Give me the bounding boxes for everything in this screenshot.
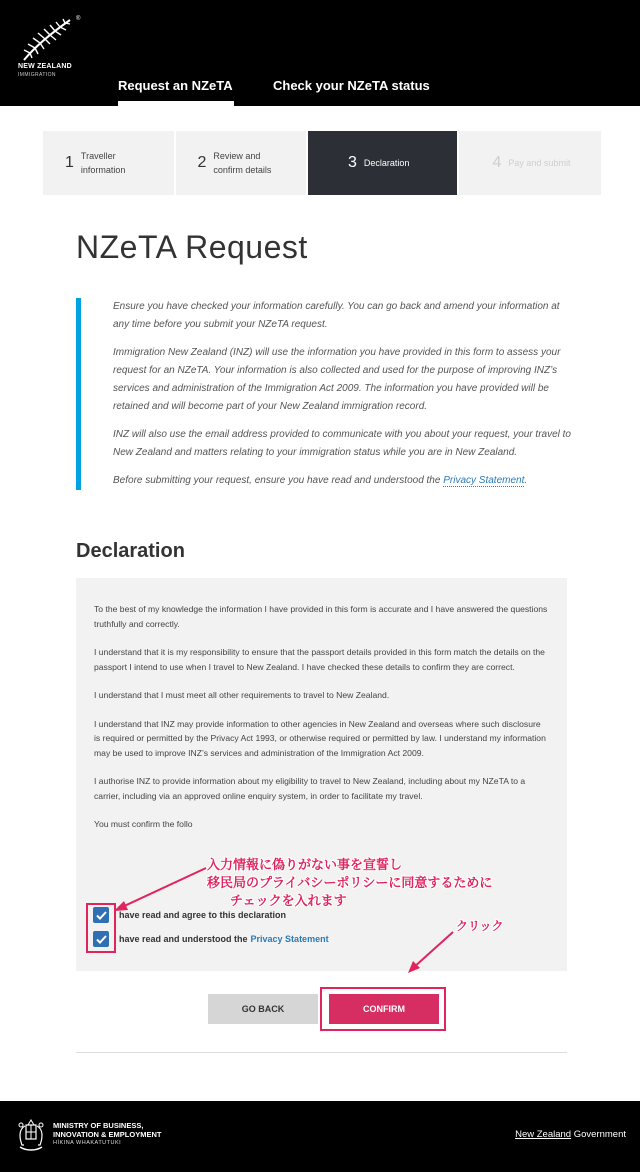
nav-request-nzeta[interactable]: Request an NZeTA (118, 78, 233, 93)
ministry-line-2: INNOVATION & EMPLOYMENT (53, 1130, 162, 1139)
info-paragraph (113, 472, 571, 490)
progress-steps (43, 131, 601, 195)
step-label: Pay and submit (508, 158, 571, 168)
declaration-paragraph: You must confirm the follo (94, 819, 193, 829)
nz-government-part1: New Zealand (515, 1129, 572, 1140)
declaration-paragraph: I authorise INZ to provide information about my eligibility to travel to New Zealand, including about my NZeTA to a carrier, including via an approved online enquiry system, in order to facilitate my travel. (94, 776, 526, 801)
arrow-to-checkbox-icon (112, 866, 208, 914)
privacy-statement-link[interactable]: Privacy Statement (443, 475, 525, 486)
step-number: 4 (492, 154, 502, 171)
nav-active-indicator (118, 101, 234, 106)
step-label: Review and confirm details (213, 151, 272, 175)
info-paragraph: INZ will also use the email address provided to communicate with you about your request, your travel to New Zealand and matters relating to your immigration status while you are in New Zealand. (113, 429, 571, 458)
nav-check-status[interactable]: Check your NZeTA status (273, 78, 430, 93)
step-review-details[interactable] (176, 131, 307, 195)
info-privacy-prefix: Before submitting your request, ensure you have read and understood the (113, 475, 444, 486)
step-pay-submit (459, 131, 602, 195)
declaration-paragraph: I understand that it is my responsibility to ensure that the passport details provided in this form match the details on the passport I intend to use when I travel to New Zealand. I have checked these details to confirm they are correct. (94, 647, 545, 672)
ministry-maori-name: HĪKINA WHAKATUTUKI (53, 1140, 122, 1146)
logo-subtitle: IMMIGRATION (18, 72, 56, 78)
nz-coat-of-arms-icon[interactable] (16, 1119, 46, 1153)
silver-fern-icon (20, 18, 72, 62)
annotation-line-3: チェックを入れます (230, 893, 347, 908)
annotation-line-2: 移民局のプライバシーポリシーに同意するために (207, 875, 493, 890)
info-paragraph: Immigration New Zealand (INZ) will use the information you have provided in this form to assess your request for an NZeTA. Your information is also collected and used for the purpose of improving INZ’s services and administration of the Immigration Act 2009. The information you have provided will be retained and will become part of your New Zealand immigration record. (113, 347, 561, 412)
annotation-click: クリック (456, 919, 504, 933)
logo-name: NEW ZEALAND (18, 63, 72, 70)
site-footer (0, 1101, 640, 1172)
ministry-name[interactable] (53, 1121, 161, 1148)
immigration-nz-logo[interactable] (18, 14, 88, 84)
info-callout (76, 298, 571, 490)
declaration-paragraph: I understand that I must meet all other requirements to travel to New Zealand. (94, 690, 390, 700)
confirm-button[interactable]: CONFIRM (329, 994, 439, 1024)
declaration-paragraph: I understand that INZ may provide information to other agencies in New Zealand and overseas where such disclosure is required or permitted by the Privacy Act 1993, or otherwise required or permitted by law. I understand my information may be used to improve INZ’s services and administration of the Immigration Act 2009. (94, 718, 546, 758)
nz-government-part2: Government (571, 1129, 626, 1140)
declaration-paragraph: To the best of my knowledge the information I have provided in this form is accurate and I have answered the questions truthfully and correctly. (94, 604, 548, 629)
content-divider (76, 1052, 567, 1053)
step-label: Declaration (363, 158, 410, 168)
step-number: 2 (197, 154, 207, 171)
ministry-line-1: MINISTRY OF BUSINESS, (53, 1121, 144, 1130)
step-declaration (308, 131, 457, 195)
step-number: 3 (348, 154, 357, 171)
nz-government-logo[interactable] (515, 1129, 626, 1140)
step-traveller-information[interactable] (43, 131, 174, 195)
info-paragraph: Ensure you have checked your information carefully. You can go back and amend your information at any time before you submit your NZeTA request. (113, 301, 560, 330)
privacy-checkbox-label: have read and understood the (119, 934, 248, 944)
registered-mark: ® (76, 16, 81, 22)
annotation-line-1: 入力情報に偽りがない事を宣誓し (207, 857, 403, 872)
page-title: NZeTA Request (76, 229, 308, 265)
privacy-statement-link-2[interactable]: Privacy Statement (250, 934, 329, 944)
arrow-to-confirm-icon (405, 930, 455, 976)
step-label: Traveller information (80, 151, 126, 175)
privacy-checkbox-row[interactable] (93, 931, 329, 947)
info-privacy-suffix: . (524, 475, 528, 486)
go-back-button[interactable]: GO BACK (208, 994, 318, 1024)
site-header (0, 0, 640, 106)
declaration-heading: Declaration (76, 540, 185, 562)
declaration-checkbox-label: have read and agree to this declaration (119, 910, 287, 920)
step-number: 1 (65, 154, 74, 171)
